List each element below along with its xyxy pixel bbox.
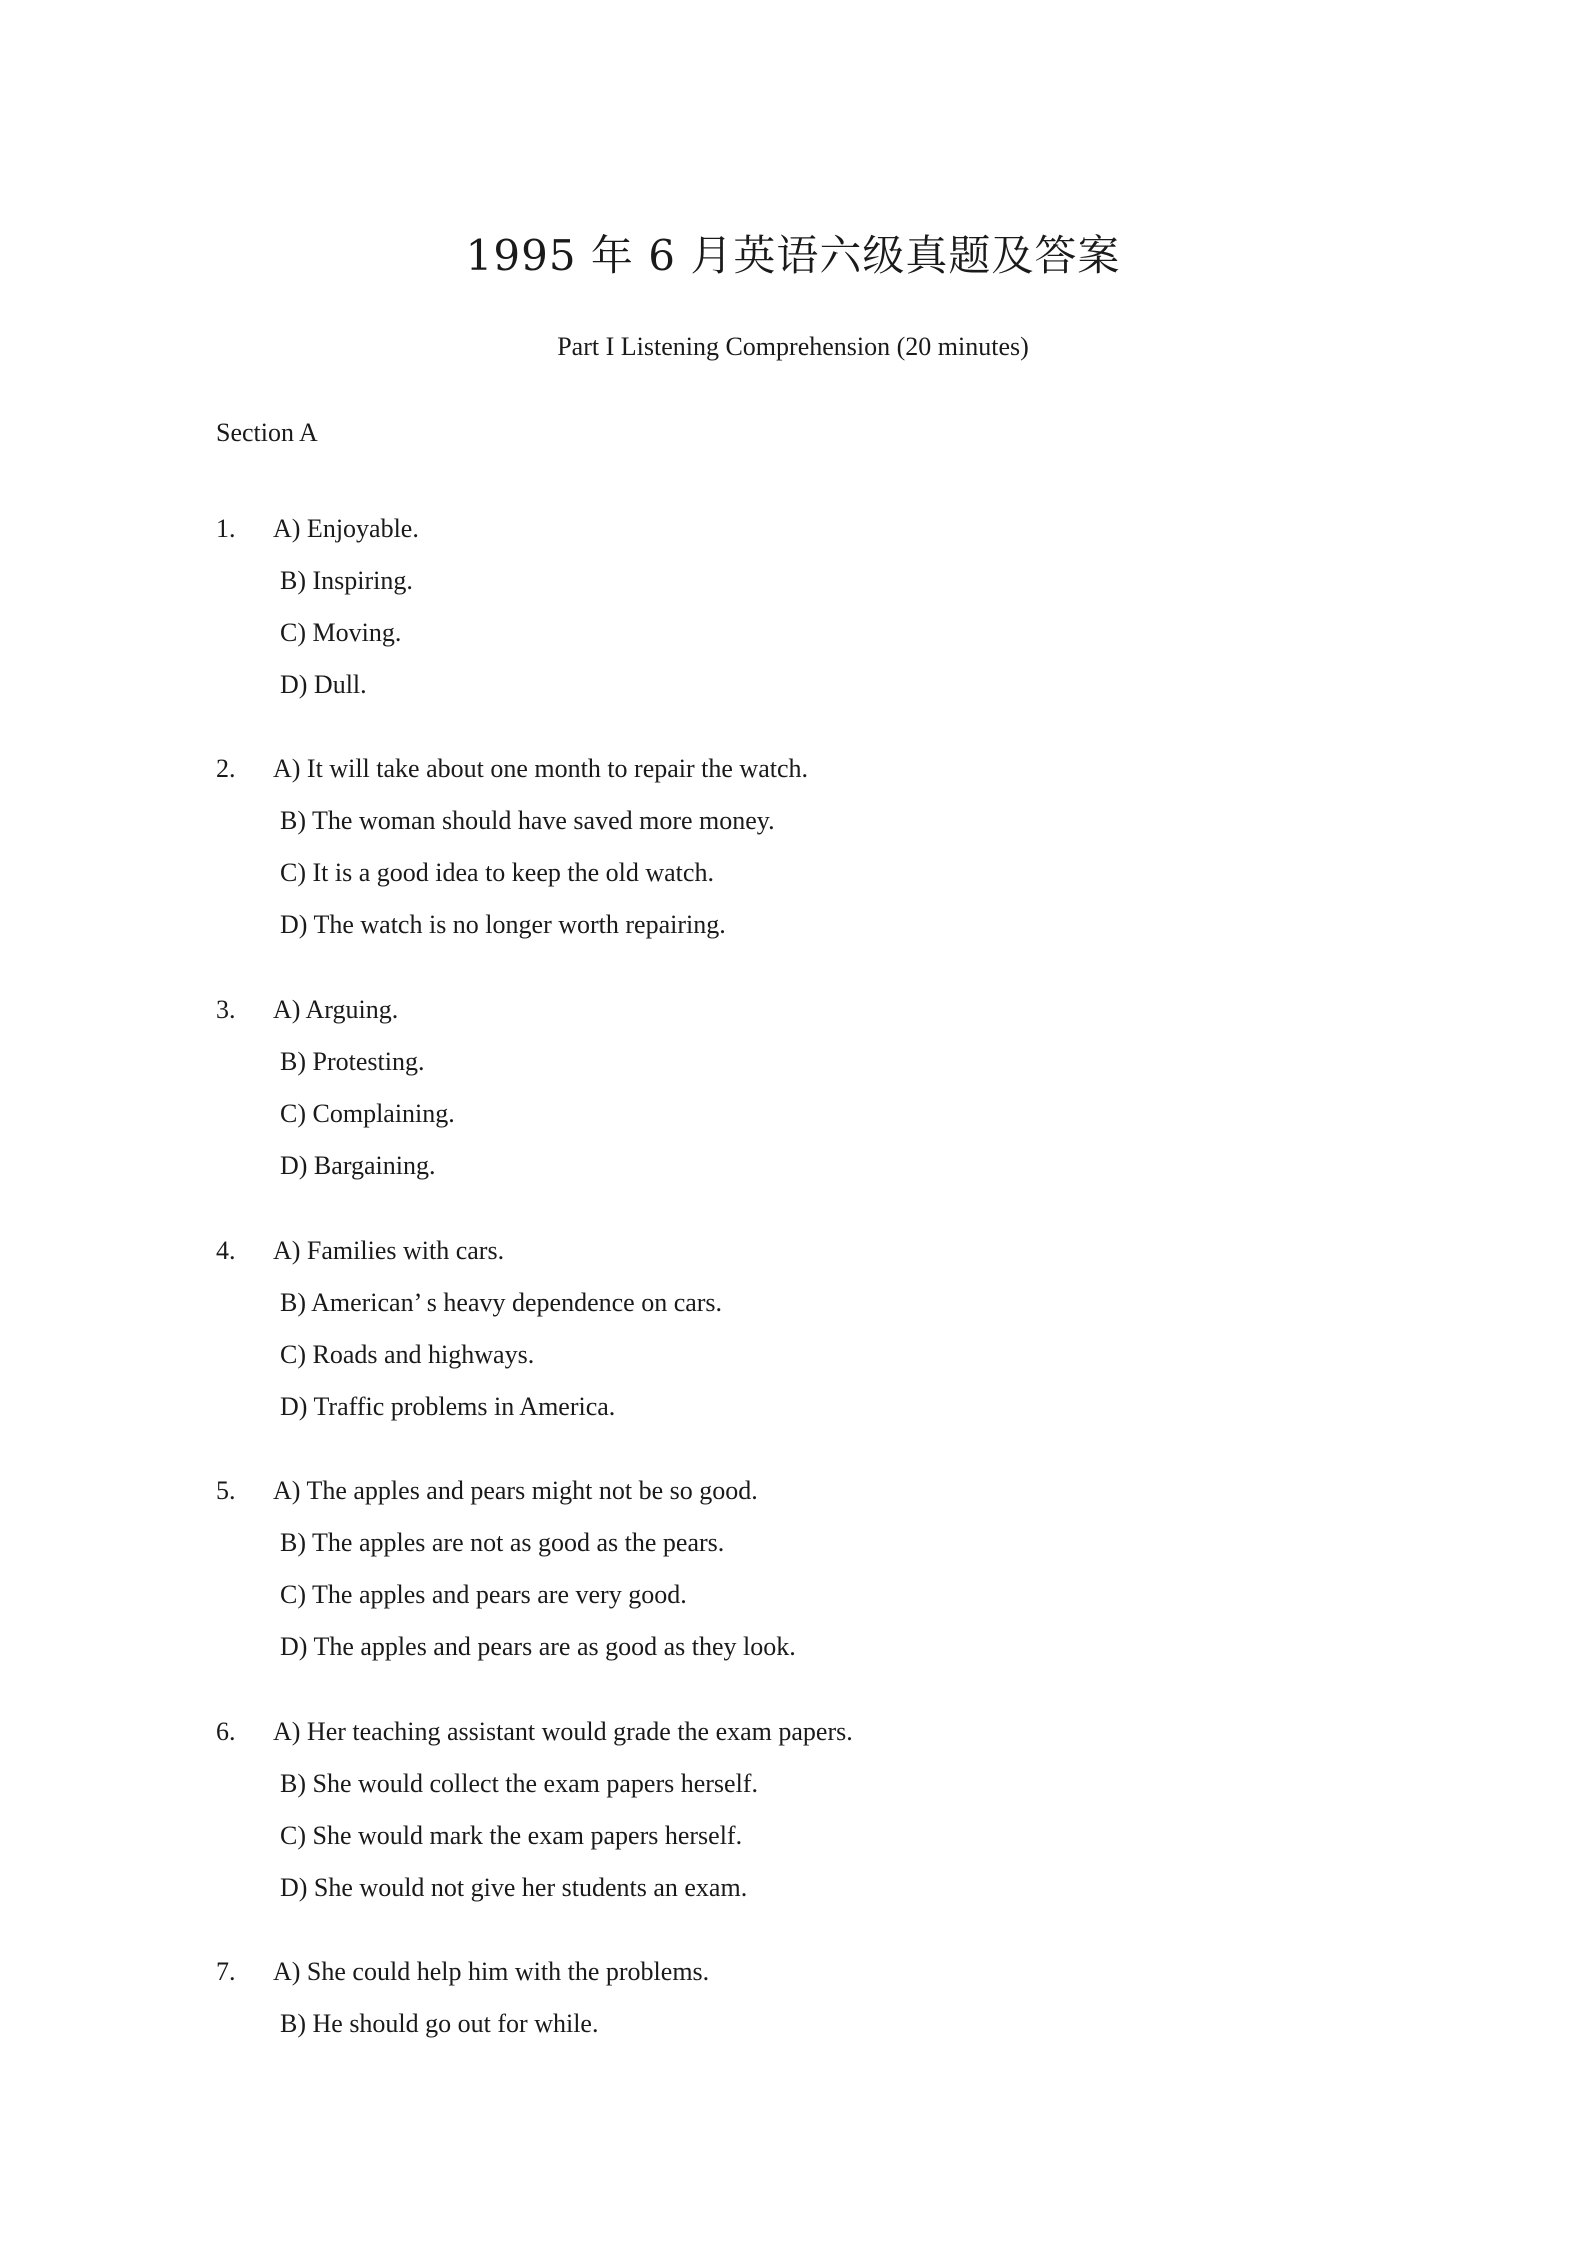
option-c: C) Complaining.	[280, 1099, 455, 1128]
option-a: A) She could help him with the problems.	[273, 1957, 710, 1986]
document-title: 1995 年 6 月英语六级真题及答案	[465, 231, 1121, 280]
question-number: 2.	[216, 754, 236, 783]
section-heading: Section A	[216, 418, 318, 447]
question-number: 6.	[216, 1717, 236, 1746]
option-b: B) The apples are not as good as the pears.	[280, 1528, 725, 1557]
question-number: 3.	[216, 995, 236, 1024]
option-c: C) Moving.	[280, 618, 402, 647]
option-b: B) Inspiring.	[280, 566, 413, 595]
option-d: D) Traffic problems in America.	[280, 1392, 616, 1421]
part-heading: Part I Listening Comprehension (20 minutes)	[557, 332, 1029, 361]
option-c: C) Roads and highways.	[280, 1340, 535, 1369]
option-b: B) Protesting.	[280, 1047, 425, 1076]
option-d: D) She would not give her students an exam.	[280, 1873, 748, 1902]
option-d: D) Bargaining.	[280, 1151, 436, 1180]
option-a: A) Families with cars.	[273, 1236, 505, 1265]
option-b: B) She would collect the exam papers herself.	[280, 1769, 758, 1798]
option-b: B) American’ s heavy dependence on cars.	[280, 1288, 723, 1317]
option-c: C) She would mark the exam papers herself.	[280, 1821, 743, 1850]
option-b: B) The woman should have saved more money.	[280, 806, 775, 835]
option-a: A) Her teaching assistant would grade the exam papers.	[273, 1717, 853, 1746]
option-a: A) It will take about one month to repair the watch.	[273, 754, 809, 783]
option-a: A) The apples and pears might not be so good.	[273, 1476, 758, 1505]
question-number: 4.	[216, 1236, 236, 1265]
option-b: B) He should go out for while.	[280, 2009, 599, 2038]
option-c: C) The apples and pears are very good.	[280, 1580, 687, 1609]
option-a: A) Arguing.	[273, 995, 399, 1024]
option-d: D) The watch is no longer worth repairing.	[280, 910, 726, 939]
option-c: C) It is a good idea to keep the old watch.	[280, 858, 714, 887]
option-a: A) Enjoyable.	[273, 514, 419, 543]
option-d: D) The apples and pears are as good as they look.	[280, 1632, 796, 1661]
option-d: D) Dull.	[280, 670, 367, 699]
question-number: 7.	[216, 1957, 236, 1986]
question-number: 5.	[216, 1476, 236, 1505]
question-number: 1.	[216, 514, 236, 543]
